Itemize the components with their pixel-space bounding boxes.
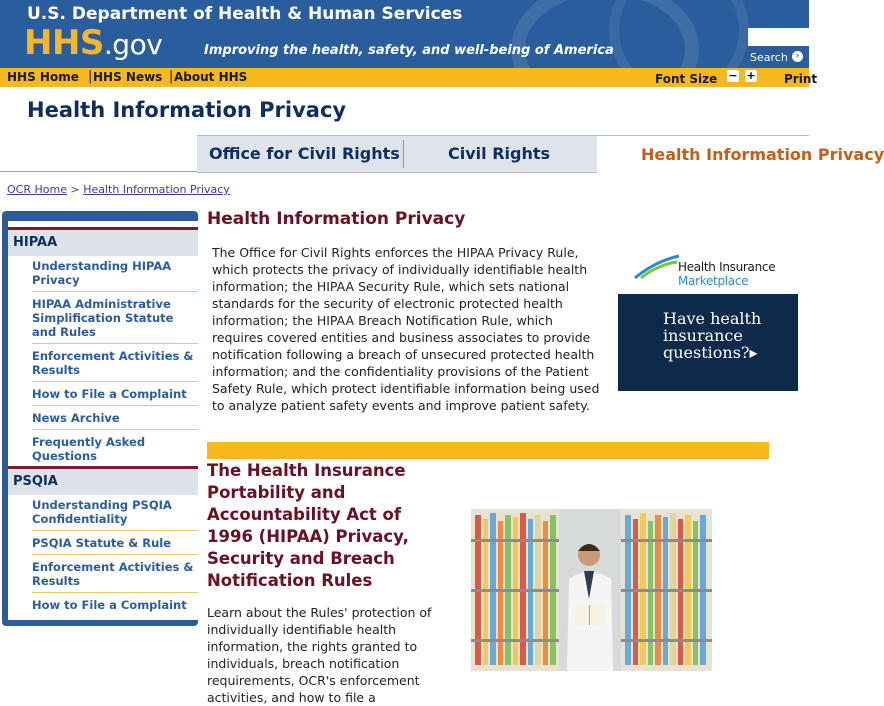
sidebar-divider — [32, 530, 198, 531]
site-header — [0, 0, 809, 68]
nav-hhs-news[interactable]: HHS News — [93, 70, 163, 84]
sidebar-divider — [32, 405, 198, 406]
sidebar-item-psqia-file-complaint[interactable]: How to File a Complaint — [32, 598, 187, 612]
sidebar-item-understanding-psqia[interactable]: Understanding PSQIA Confidentiality — [32, 498, 172, 526]
section-divider-bar — [207, 442, 769, 459]
sidebar-item-file-complaint[interactable]: How to File a Complaint — [32, 387, 187, 401]
sidebar-item-hipaa-statute[interactable]: HIPAA Administrative Simplification Statute and Rules — [32, 297, 174, 339]
sidebar-divider — [32, 429, 198, 430]
sidebar-item-news-archive[interactable]: News Archive — [32, 411, 120, 425]
tagline: Improving the health, safety, and well-being of America — [204, 43, 614, 58]
section-tabs — [197, 135, 597, 173]
tab-office-for-civil-rights[interactable]: Office for Civil Rights — [209, 144, 400, 163]
nav-about-hhs[interactable]: About HHS — [174, 70, 248, 84]
sidebar-heading-label: HIPAA — [13, 235, 58, 250]
doctor-in-records-room-image — [471, 509, 712, 671]
font-increase-button[interactable]: + — [746, 69, 756, 82]
sidebar-item-understanding-hipaa[interactable]: Understanding HIPAA Privacy — [32, 259, 172, 287]
logo-text: HHS — [24, 23, 104, 63]
search-label: Search — [750, 51, 788, 64]
intro-text: The Office for Civil Rights enforces the HIPAA Privacy Rule, which protects the privacy of individually identifiable health information; the HIPAA Security Rule, which sets national standards for the security of electronic protected health information; the HIPAA Breach Notification Rule, which requires covered entities and business associates to provide notification following a breach of unsecured protected health information; and the confidentiality provisions of the Patient Safety Rule, which protect identifiable information being used to analyze patient safety events and improve patient safety. — [212, 245, 600, 413]
marketplace-logo-line1: Health Insurance — [678, 260, 776, 274]
sidebar-divider — [32, 554, 198, 555]
main-heading: Health Information Privacy — [207, 209, 466, 229]
hipaa-rules-text: Learn about the Rules' protection of individually identifiable health information, the rights granted to individuals, breach notification requirements, OCR's enforcement activities, and how to file a — [207, 605, 432, 705]
search-input[interactable] — [748, 28, 809, 46]
marketplace-logo[interactable] — [633, 250, 793, 288]
search-go-icon[interactable]: › — [792, 51, 803, 62]
nav-separator: | — [169, 69, 174, 84]
sidebar-heading-psqia — [8, 466, 198, 495]
department-name: U.S. Department of Health & Human Services — [27, 4, 463, 24]
page-title: Health Information Privacy — [27, 98, 347, 122]
sidebar-divider — [32, 592, 198, 593]
nav-hhs-home[interactable]: HHS Home — [7, 70, 79, 84]
doctor-records-photo — [471, 509, 712, 671]
tab-separator — [403, 140, 404, 168]
sidebar-divider — [32, 343, 198, 344]
sidebar-divider — [32, 291, 198, 292]
sidebar-item-psqia-enforcement[interactable]: Enforcement Activities & Results — [32, 560, 194, 588]
sidebar-menu — [8, 221, 198, 620]
print-link[interactable]: Print — [784, 72, 818, 86]
breadcrumb-ocr-home[interactable]: OCR Home — [7, 183, 67, 196]
font-decrease-button[interactable]: − — [728, 69, 738, 82]
banner-text: Have health insurance questions?▸ — [663, 309, 762, 362]
insurance-questions-banner[interactable] — [618, 294, 798, 391]
sidebar-item-psqia-statute[interactable]: PSQIA Statute & Rule — [32, 536, 172, 550]
breadcrumb — [7, 183, 230, 196]
top-nav-bar — [0, 68, 818, 87]
hhs-logo[interactable] — [24, 24, 162, 64]
sidebar-heading-label: PSQIA — [13, 474, 58, 489]
sidebar-item-enforcement[interactable]: Enforcement Activities & Results — [32, 349, 194, 377]
breadcrumb-current[interactable]: Health Information Privacy — [83, 183, 230, 196]
tab-health-information-privacy[interactable] — [597, 135, 884, 172]
marketplace-swoosh-icon — [633, 254, 681, 280]
tab-divider-line — [0, 171, 197, 172]
sidebar-divider — [32, 381, 198, 382]
tab-label-active: Health Information Privacy — [641, 145, 884, 164]
sidebar-heading-hipaa — [8, 227, 198, 256]
hipaa-rules-heading: The Health Insurance Portability and Accountability Act of 1996 (HIPAA) Privacy, Security and Breach Notification Rules — [207, 461, 409, 590]
nav-separator: | — [88, 69, 93, 84]
logo-suffix: .gov — [103, 28, 163, 61]
font-size-label: Font Size — [655, 72, 718, 86]
marketplace-logo-line2: Marketplace — [678, 274, 749, 288]
tab-civil-rights[interactable]: Civil Rights — [448, 144, 551, 163]
sidebar-item-faq[interactable]: Frequently Asked Questions — [32, 435, 146, 463]
sidebar — [2, 211, 198, 626]
breadcrumb-separator: > — [70, 183, 80, 196]
